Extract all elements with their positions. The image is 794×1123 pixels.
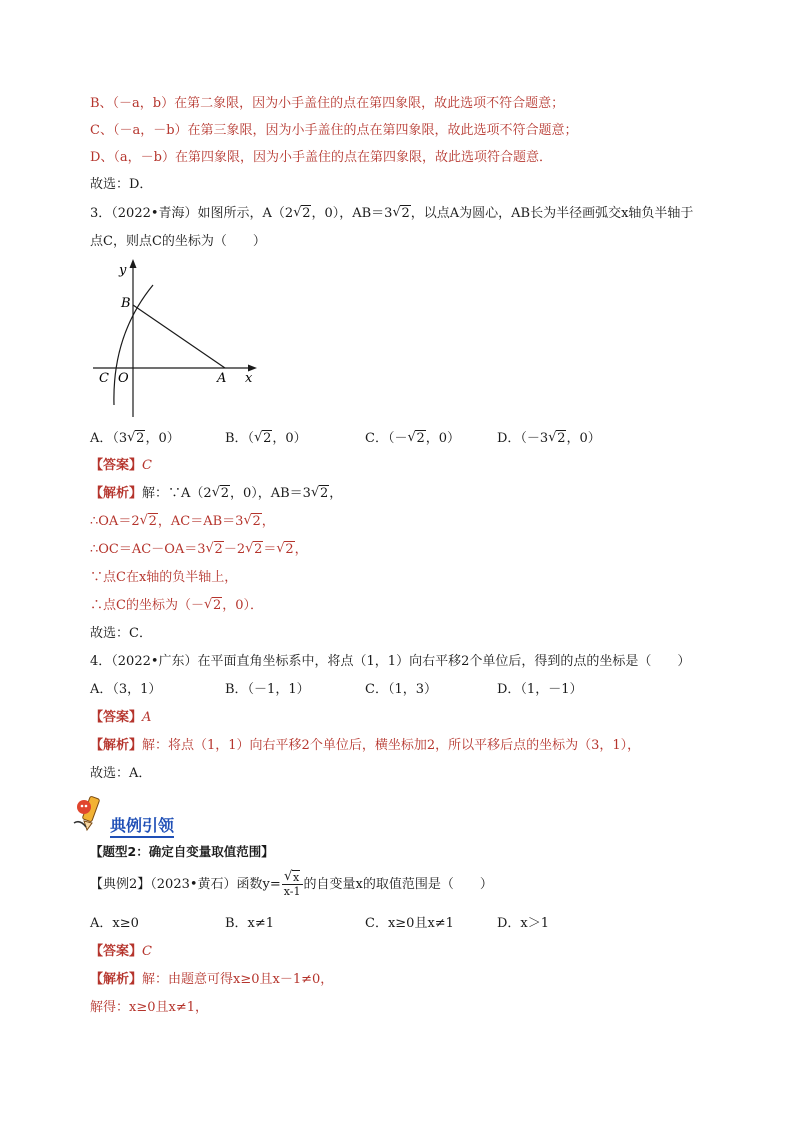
- question-4-stem: 4．（2022•广东）在平面直角坐标系中，将点（1，1）向右平移2个单位后，得到的点的坐标是（ ）: [90, 654, 691, 669]
- example-2-solved: 解得：x≥0且x≠1，: [90, 1000, 208, 1015]
- example-2-option-b[interactable]: B．x≠1: [225, 916, 275, 931]
- example-2-answer: 【答案】C: [90, 944, 152, 959]
- question-4-options: [90, 681, 710, 699]
- solution-option-b: B、（－a，b）在第二象限，因为小手盖住的点在第四象限，故此选项不符合题意；: [90, 96, 565, 111]
- question-3-analysis-2: ∴OA＝2√ 2，AC＝AB＝3√ 2，: [90, 513, 275, 531]
- figure-point-b-label: B: [121, 296, 131, 311]
- figure-x-label: x: [245, 371, 253, 386]
- figure-y-label: y: [119, 263, 127, 278]
- question-3-stem-line2: 点C，则点C的坐标为（ ）: [90, 234, 266, 249]
- question-4-option-b[interactable]: B．（－1，1）: [225, 682, 310, 697]
- question-4-option-a[interactable]: A．（3，1）: [90, 682, 162, 697]
- section-heading: 典例引领: [110, 816, 174, 838]
- question-3-figure: [85, 255, 265, 425]
- question-4-conclusion: 故选：A．: [90, 766, 152, 781]
- question-3-analysis-5: ∴点C的坐标为（－√ 2，0）．: [90, 597, 263, 615]
- question-3-option-d[interactable]: D．（－3√ 2，0）: [497, 430, 601, 448]
- question-3-analysis-3: ∴OC＝AC－OA＝3√ 2－2√ 2＝√ 2，: [90, 541, 308, 559]
- figure-point-c-label: C: [99, 371, 109, 386]
- solution-option-c: C、（－a，－b）在第三象限，因为小手盖住的点在第四象限，故此选项不符合题意；: [90, 123, 578, 138]
- question-3-analysis-4: ∵点C在x轴的负半轴上，: [90, 570, 238, 585]
- question-3-analysis-1: 【解析】解：∵A（2√ 2，0），AB＝3√ 2，: [90, 485, 342, 503]
- topic-heading: 【题型2：确定自变量取值范围】: [90, 844, 274, 859]
- question-3-option-b[interactable]: B．（√ 2，0）: [225, 430, 307, 448]
- question-3-option-c[interactable]: C．（－√ 2，0）: [365, 430, 460, 448]
- example-2-option-d[interactable]: D．x＞1: [497, 916, 550, 931]
- question-3-option-a[interactable]: A．（3√ 2，0）: [90, 430, 180, 448]
- question-4-answer: 【答案】A: [90, 710, 152, 725]
- example-2-option-c[interactable]: C．x≥0且x≠1: [365, 916, 454, 931]
- question-3-conclusion: 故选：C．: [90, 626, 152, 641]
- question-4-option-d[interactable]: D．（1，－1）: [497, 682, 583, 697]
- solution-option-d: D、（a，－b）在第四象限，因为小手盖住的点在第四象限，故此选项符合题意．: [90, 150, 552, 165]
- function-fraction: √ $\frac{x}{x-1}$: [282, 871, 303, 898]
- pencil-mascot-icon: [72, 793, 106, 833]
- question-4-analysis: 【解析】解：将点（1，1）向右平移2个单位后，横坐标加2，所以平移后点的坐标为（3，1），: [90, 738, 641, 753]
- example-2-analysis: 【解析】解：由题意可得x≥0且x－1≠0，: [90, 972, 334, 987]
- question-4-option-c[interactable]: C．（1，3）: [365, 682, 437, 697]
- figure-origin-label: O: [118, 371, 129, 386]
- example-2-stem: 【典例2】（2023•黄石）函数y= √ $\frac{x}{x-1}$ 的自变量x的取值范围是（ ）: [90, 870, 493, 900]
- figure-point-a-label: A: [217, 371, 227, 386]
- example-2-options: [90, 915, 710, 933]
- question-3-options: [90, 430, 710, 448]
- question-3-answer: 【答案】C: [90, 458, 152, 473]
- solution-answer: 故选：D．: [90, 177, 153, 192]
- example-2-option-a[interactable]: A．x≥0: [90, 916, 139, 931]
- question-3-stem: 3．（2022•青海）如图所示，A（2√ 2，0），AB＝3√ 2，以点A为圆心，AB长为半径画弧交x轴负半轴于: [90, 205, 693, 223]
